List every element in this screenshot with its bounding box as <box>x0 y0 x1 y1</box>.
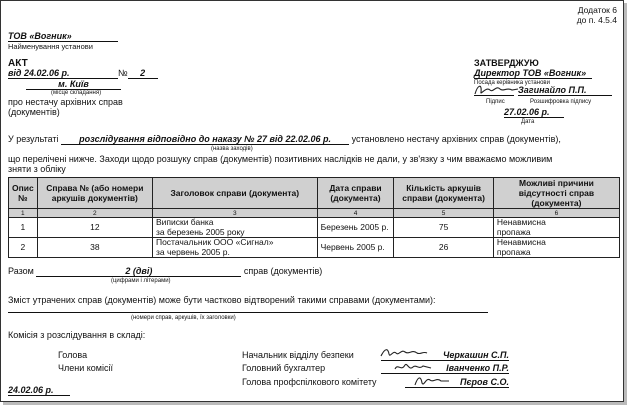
body-line-2: що перелічені нижче. Заходи щодо розшуку справ (документів) позитивних наслідків не дали, у зв'язку з чим вважаємо можливим <box>8 154 553 164</box>
cell-sheets: 26 <box>394 238 493 258</box>
col-header-sprava: Справа № (або номери аркушів документів) <box>37 178 152 209</box>
act-date-prefix: від <box>8 68 22 78</box>
col-header-sheets: Кількість аркушів справи (документа) <box>394 178 493 209</box>
act-number-prefix: № <box>118 68 128 78</box>
act-place-caption: (місце складання) <box>51 90 102 96</box>
chair-position: Начальник відділу безпеки <box>242 350 354 360</box>
body-reason: розслідування відповідно до наказу № 27 від 22.02.06 р. <box>61 134 349 145</box>
col-header-title: Заголовок справи (документа) <box>152 178 317 209</box>
cell-date: Червень 2005 р. <box>317 238 394 258</box>
col-number: 3 <box>152 209 317 218</box>
chair-name: Черкашин С.П. <box>381 350 509 361</box>
cell-reason <box>493 238 619 258</box>
cell-sprava: 12 <box>37 218 152 238</box>
cell-reason-line: пропажа <box>496 226 531 237</box>
cell-reason-line: пропажа <box>496 246 531 257</box>
act-date: 24.02.06 р. <box>24 68 70 78</box>
member1-name: Іванченко П.Р. <box>381 363 509 374</box>
table-row <box>9 238 620 258</box>
approve-position: Директор ТОВ «Вогник» <box>474 68 592 79</box>
table-row <box>9 218 620 238</box>
body-suffix: установлено нестачу архівних справ (документів), <box>351 134 561 144</box>
cell-reason-line: Ненавмисна <box>496 237 546 247</box>
col-number: 1 <box>9 209 38 218</box>
member2-signature-icon <box>413 373 453 389</box>
approve-sign-line <box>474 85 614 97</box>
approve-date: 27.02.06 р. <box>504 107 564 118</box>
annex-note <box>577 5 617 25</box>
approve-sign-caption: Підпис <box>486 99 505 105</box>
member2-position: Голова профспілкового комітету <box>242 377 377 387</box>
missing-files-table <box>8 177 620 258</box>
members-label: Члени комісії <box>58 363 113 373</box>
col-header-opys: Опис № <box>9 178 38 209</box>
cell-opys: 2 <box>9 238 38 258</box>
director-signature-icon <box>472 82 520 98</box>
total-label: Разом <box>8 266 34 276</box>
total-caption: (цифрами і літерами) <box>111 278 171 284</box>
cell-title-line: за червень 2005 р. <box>155 246 230 257</box>
total-line <box>8 266 322 277</box>
approve-name: Загинайло П.П. <box>518 85 612 96</box>
cell-title-line: за березень 2005 року <box>155 226 245 237</box>
cell-title <box>152 238 317 258</box>
act-place: м. Київ <box>26 79 121 90</box>
col-header-reason: Можливі причини відсутності справ (документа) <box>493 178 619 209</box>
restore-caption: (номери справ, аркушів, їх заголовки) <box>131 315 236 321</box>
col-number: 4 <box>317 209 394 218</box>
approve-title: ЗАТВЕРДЖУЮ <box>474 58 539 68</box>
cell-reason-line: Ненавмисна <box>496 217 546 227</box>
col-number: 6 <box>493 209 619 218</box>
body-line-3: зняти з обліку <box>8 164 66 174</box>
cell-title <box>152 218 317 238</box>
act-title: АКТ <box>8 58 28 69</box>
cell-title-line: Постачальник ООО «Сигнал» <box>155 237 274 247</box>
org-name: ТОВ «Вогник» <box>8 31 118 42</box>
footer-date: 24.02.06 р. <box>8 385 70 396</box>
act-subject-1: про нестачу архівних справ <box>8 97 123 107</box>
body-prefix: У результаті <box>8 134 59 144</box>
col-header-date: Дата справи (документа) <box>317 178 394 209</box>
act-date-line <box>8 68 158 79</box>
org-caption: Найменування установи <box>8 42 93 51</box>
cell-title-line: Виписки банка <box>155 217 214 227</box>
total-suffix: справ (документів) <box>243 266 323 276</box>
body-reason-caption: (назва заходів) <box>211 146 253 152</box>
member1-position: Головний бухгалтер <box>242 363 326 373</box>
cell-reason <box>493 218 619 238</box>
col-number: 5 <box>394 209 493 218</box>
approve-position-caption: Посада керівника установи <box>474 80 550 86</box>
cell-opys: 1 <box>9 218 38 238</box>
cell-date: Березень 2005 р. <box>317 218 394 238</box>
restore-blank-line <box>8 312 488 313</box>
chair-label: Голова <box>58 350 88 360</box>
total-value: 2 (дві) <box>36 266 241 277</box>
approve-date-caption: Дата <box>521 119 535 125</box>
act-number: 2 <box>128 68 158 79</box>
col-number: 2 <box>37 209 152 218</box>
restore-text: Зміст утрачених справ (документів) може бути частково відтворений такими справами (документами): <box>8 295 436 305</box>
member2-name: Пєров С.О. <box>405 377 509 388</box>
table-header-row <box>9 178 620 209</box>
body-line-1 <box>8 134 561 145</box>
approve-name-caption: Розшифровка підпису <box>530 99 592 105</box>
cell-sprava: 38 <box>37 238 152 258</box>
act-subject-2: (документів) <box>8 107 60 117</box>
cell-sheets: 75 <box>394 218 493 238</box>
annex-line2: до п. 4.5.4 <box>576 15 617 25</box>
commission-title: Комісія з розслідування в складі: <box>8 330 146 340</box>
annex-line1: Додаток 6 <box>577 5 617 15</box>
